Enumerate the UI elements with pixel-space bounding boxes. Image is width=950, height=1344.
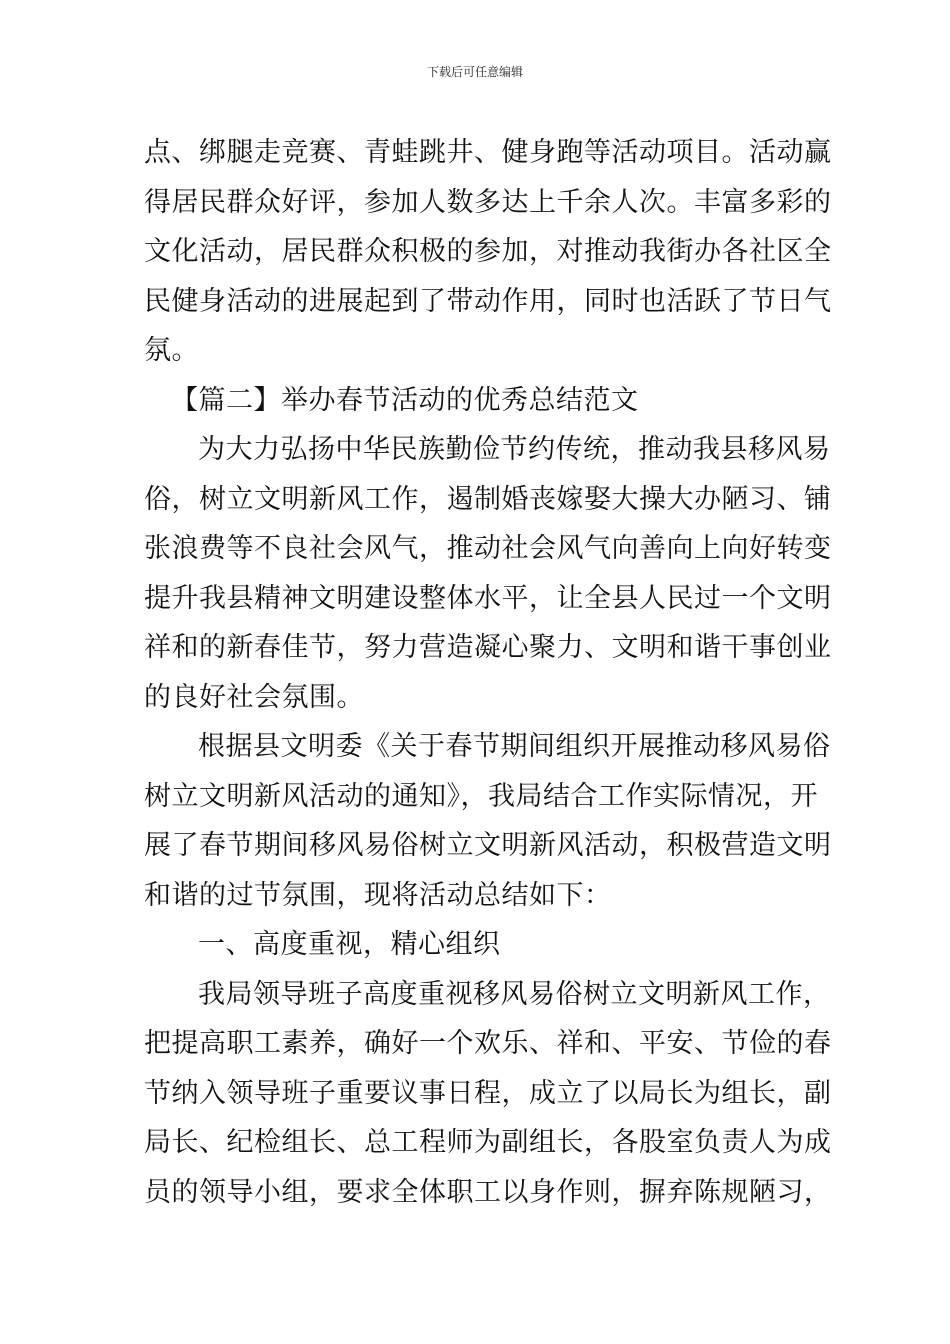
text-line: 节纳入领导班子重要议事日程，成立了以局长为组长，副 bbox=[144, 1077, 832, 1109]
text-line: 展了春节期间移风易俗树立文明新风活动，积极营造文明 bbox=[144, 830, 832, 861]
page-header-note: 下载后可任意编辑 bbox=[426, 65, 523, 79]
text-line: 祥和的新春佳节，努力营造凝心聚力、文明和谐干事创业 bbox=[144, 632, 832, 663]
text-line: 张浪费等不良社会风气，推动社会风气向善向上向好转变 bbox=[144, 533, 832, 564]
text-line: 局长、纪检组长、总工程师为副组长，各股室负责人为成 bbox=[144, 1127, 832, 1158]
text-line: 文化活动，居民群众积极的参加，对推动我街办各社区全 bbox=[144, 236, 832, 267]
text-line: 根据县文明委《关于春节期间组织开展推动移风易俗 bbox=[198, 731, 831, 762]
text-line: 提升我县精神文明建设整体水平，让全县人民过一个文明 bbox=[144, 582, 832, 614]
text-line: 员的领导小组，要求全体职工以身作则，摒弃陈规陋习， bbox=[144, 1176, 832, 1208]
text-line: 点、绑腿走竞赛、青蛙跳井、健身跑等活动项目。活动赢 bbox=[144, 137, 832, 168]
text-line: 和谐的过节氛围，现将活动总结如下： bbox=[144, 879, 612, 911]
subsection-heading: 一、高度重视，精心组织 bbox=[198, 929, 501, 960]
text-line: 我局领导班子高度重视移风易俗树立文明新风工作， bbox=[198, 978, 831, 1010]
text-line: 树立文明新风活动的通知》，我局结合工作实际情况，开 bbox=[144, 780, 818, 812]
text-line: 俗，树立文明新风工作，遏制婚丧嫁娶大操大办陋习、铺 bbox=[144, 483, 832, 515]
section-heading: 【篇二】举办春节活动的优秀总结范文 bbox=[171, 384, 639, 416]
document-body bbox=[144, 128, 832, 1217]
text-line: 把提高职工素养，确好一个欢乐、祥和、平安、节俭的春 bbox=[144, 1028, 832, 1059]
text-line: 氛。 bbox=[144, 335, 199, 366]
text-line: 为大力弘扬中华民族勤俭节约传统，推动我县移风易 bbox=[198, 434, 831, 465]
text-line: 得居民群众好评，参加人数多达上千余人次。丰富多彩的 bbox=[144, 186, 832, 218]
text-line: 民健身活动的进展起到了带动作用，同时也活跃了节日气 bbox=[144, 285, 832, 317]
text-line: 的良好社会氛围。 bbox=[144, 681, 364, 713]
